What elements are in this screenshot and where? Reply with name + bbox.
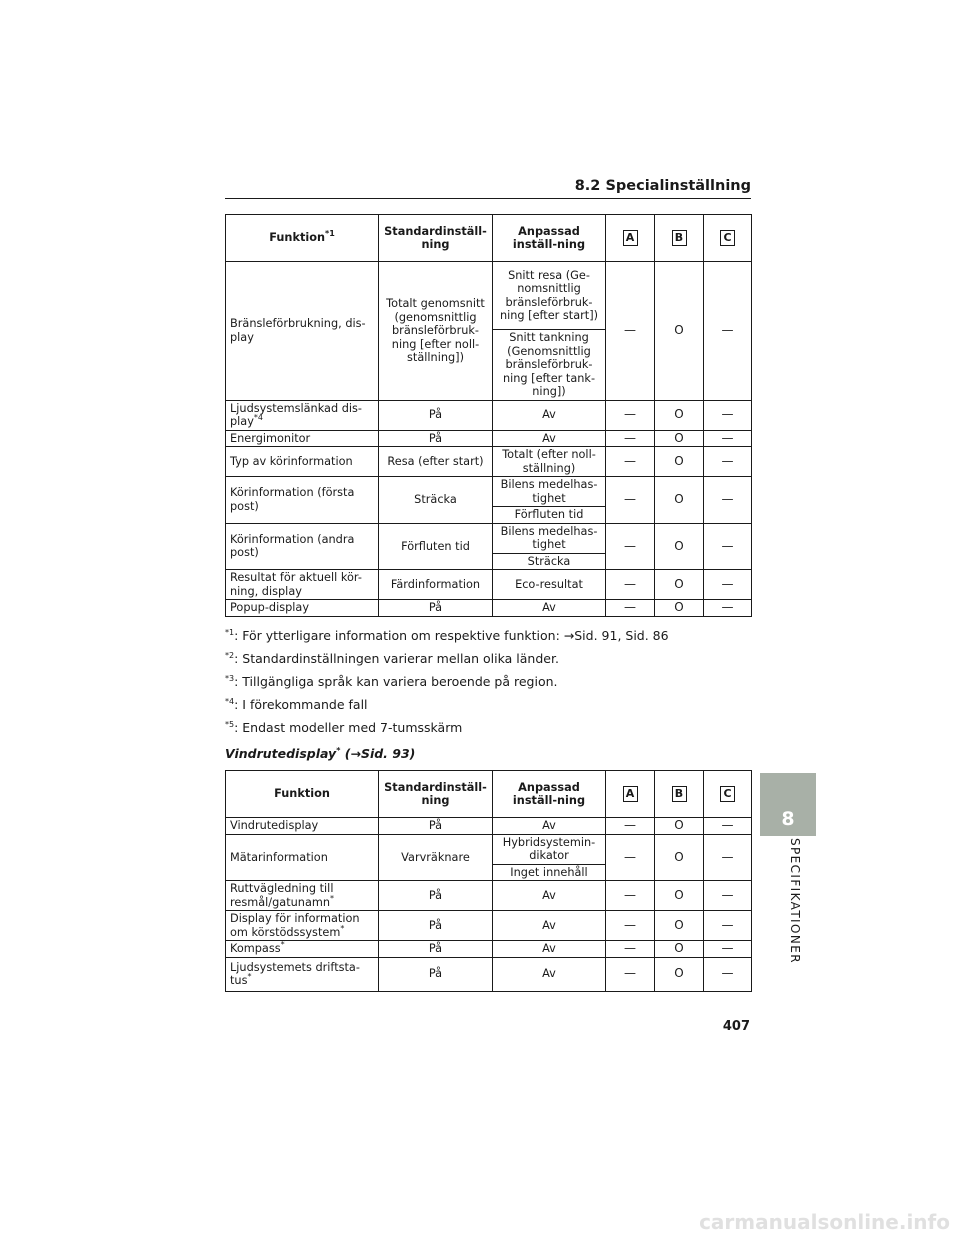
cell-a: —: [606, 834, 655, 881]
cell-a: —: [606, 262, 655, 401]
cell-standard: Sträcka: [379, 477, 493, 524]
cell-funktion: Mätarinformation: [226, 834, 379, 881]
table-row: [226, 941, 752, 958]
cell-standard: På: [379, 957, 493, 991]
cell-c: —: [704, 447, 752, 477]
col-header-c: [704, 771, 752, 818]
cell-a: —: [606, 881, 655, 911]
footnotes: [225, 628, 765, 743]
cell-a: —: [606, 911, 655, 941]
cell-c: —: [704, 818, 752, 835]
cell-b: O: [655, 400, 704, 430]
col-header-a: [606, 771, 655, 818]
section-title: 8.2 Specialinställning: [225, 178, 751, 199]
cell-c: —: [704, 570, 752, 600]
table-row: [226, 957, 752, 991]
cell-funktion: Bränsleförbrukning, dis-play: [226, 262, 379, 401]
cell-b: O: [655, 430, 704, 447]
cell-b: O: [655, 447, 704, 477]
cell-standard: På: [379, 941, 493, 958]
cell-anpassad: Snitt resa (Ge-nomsnittlig bränsleförbruk-ning [efter start]): [493, 262, 606, 330]
table-row: [226, 600, 752, 617]
cell-a: —: [606, 818, 655, 835]
cell-b: O: [655, 523, 704, 570]
cell-b: O: [655, 570, 704, 600]
cell-c: —: [704, 262, 752, 401]
col-header-funktion: Funktion$^{*1}$: [226, 215, 379, 262]
cell-c: —: [704, 941, 752, 958]
cell-a: —: [606, 941, 655, 958]
cell-anpassad: Bilens medelhas-tighet: [493, 523, 606, 553]
cell-a: —: [606, 447, 655, 477]
cell-b: O: [655, 834, 704, 881]
cell-anpassad: Hybridsystemin-dikator: [493, 834, 606, 864]
cell-standard: På: [379, 911, 493, 941]
cell-standard: Resa (efter start): [379, 447, 493, 477]
cell-funktion: Energimonitor: [226, 430, 379, 447]
cell-standard: På: [379, 881, 493, 911]
col-header-anpassad: Anpassad inställ-ning: [493, 771, 606, 818]
table-row: [226, 447, 752, 477]
table-row: [226, 818, 752, 835]
footnote: $^{*4}$: I förekommande fall: [225, 696, 368, 712]
cell-c: —: [704, 400, 752, 430]
table-header-row: [226, 215, 752, 262]
cell-b: O: [655, 477, 704, 524]
cell-anpassad: Av: [493, 881, 606, 911]
cell-anpassad: Snitt tankning (Genomsnittlig bränsleförbruk-ning [efter tank-ning]): [493, 330, 606, 401]
cell-a: —: [606, 477, 655, 524]
col-header-standard: Standardinställ-ning: [379, 771, 493, 818]
cell-c: —: [704, 477, 752, 524]
cell-standard: Förfluten tid: [379, 523, 493, 570]
cell-c: —: [704, 881, 752, 911]
col-header-a: [606, 215, 655, 262]
cell-c: —: [704, 523, 752, 570]
cell-standard: Totalt genomsnitt (genomsnittlig bränsleförbruk-ning [efter noll-ställning]): [379, 262, 493, 401]
table-row: [226, 834, 752, 864]
col-header-c: [704, 215, 752, 262]
cell-c: —: [704, 957, 752, 991]
cell-funktion: Ljudsystemets driftsta-tus*: [226, 957, 379, 991]
cell-funktion: Popup-display: [226, 600, 379, 617]
col-header-funktion: Funktion: [226, 771, 379, 818]
cell-standard: Varvräknare: [379, 834, 493, 881]
chapter-tab: 8: [760, 773, 816, 836]
page-number: 407: [722, 1019, 750, 1034]
cell-b: O: [655, 911, 704, 941]
cell-anpassad: Inget innehåll: [493, 864, 606, 881]
settings-table-display: [225, 214, 752, 617]
table-row: [226, 523, 752, 553]
col-header-anpassad: Anpassad inställ-ning: [493, 215, 606, 262]
table-row: [226, 430, 752, 447]
cell-funktion: Ruttvägledning till resmål/gatunamn*: [226, 881, 379, 911]
cell-funktion: Display för information om körstödssystem*: [226, 911, 379, 941]
footnote: $^{*2}$: Standardinställningen varierar mellan olika länder.: [225, 650, 559, 666]
cell-anpassad: Av: [493, 818, 606, 835]
footnote: $^{*1}$: För ytterligare information om respektive funktion: →Sid. 91, Sid. 86: [225, 627, 669, 643]
cell-b: O: [655, 957, 704, 991]
cell-funktion: Typ av körinformation: [226, 447, 379, 477]
cell-a: —: [606, 523, 655, 570]
cell-funktion: Körinformation (andra post): [226, 523, 379, 570]
subsection-title: Vindrutedisplay* (→Sid. 93): [225, 745, 416, 761]
cell-standard: På: [379, 600, 493, 617]
boxed-b-icon: B: [672, 230, 687, 246]
cell-anpassad: Förfluten tid: [493, 507, 606, 524]
cell-standard: Färdinformation: [379, 570, 493, 600]
cell-c: —: [704, 430, 752, 447]
settings-table-windshield-display: [225, 770, 752, 992]
cell-a: —: [606, 957, 655, 991]
col-header-b: [655, 215, 704, 262]
table-row: [226, 262, 752, 330]
cell-standard: På: [379, 818, 493, 835]
cell-c: —: [704, 911, 752, 941]
cell-funktion: Ljudsystemslänkad dis-play$^{*4}$: [226, 400, 379, 430]
cell-anpassad: Av: [493, 957, 606, 991]
cell-funktion: Kompass*: [226, 941, 379, 958]
boxed-a-icon: A: [623, 786, 638, 802]
cell-funktion: Vindrutedisplay: [226, 818, 379, 835]
cell-standard: På: [379, 430, 493, 447]
col-header-standard: Standardinställ-ning: [379, 215, 493, 262]
table-row: [226, 400, 752, 430]
cell-c: —: [704, 834, 752, 881]
footnote: $^{*3}$: Tillgängliga språk kan variera beroende på region.: [225, 673, 558, 689]
boxed-a-icon: A: [623, 230, 638, 246]
cell-anpassad: Av: [493, 941, 606, 958]
col-header-b: [655, 771, 704, 818]
cell-a: —: [606, 600, 655, 617]
cell-anpassad: Av: [493, 600, 606, 617]
cell-anpassad: Bilens medelhas-tighet: [493, 477, 606, 507]
cell-anpassad: Av: [493, 911, 606, 941]
cell-anpassad: Av: [493, 430, 606, 447]
cell-anpassad: Av: [493, 400, 606, 430]
footnote: $^{*5}$: Endast modeller med 7-tumsskärm: [225, 719, 463, 735]
boxed-b-icon: B: [672, 786, 687, 802]
cell-anpassad: Eco-resultat: [493, 570, 606, 600]
table-header-row: [226, 771, 752, 818]
table-row: [226, 477, 752, 507]
cell-b: O: [655, 941, 704, 958]
boxed-c-icon: C: [720, 230, 735, 246]
table-row: [226, 911, 752, 941]
cell-a: —: [606, 570, 655, 600]
cell-b: O: [655, 818, 704, 835]
cell-anpassad: Totalt (efter noll-ställning): [493, 447, 606, 477]
watermark: carmanualsonline.info: [699, 1210, 950, 1234]
cell-b: O: [655, 881, 704, 911]
cell-a: —: [606, 430, 655, 447]
cell-b: O: [655, 600, 704, 617]
cell-funktion: Resultat för aktuell kör-ning, display: [226, 570, 379, 600]
boxed-c-icon: C: [720, 786, 735, 802]
cell-standard: På: [379, 400, 493, 430]
table-row: [226, 570, 752, 600]
cell-funktion: Körinformation (första post): [226, 477, 379, 524]
cell-b: O: [655, 262, 704, 401]
cell-a: —: [606, 400, 655, 430]
cell-c: —: [704, 600, 752, 617]
cell-anpassad: Sträcka: [493, 553, 606, 570]
table-row: [226, 881, 752, 911]
chapter-label: SPECIFIKATIONER: [788, 838, 802, 964]
